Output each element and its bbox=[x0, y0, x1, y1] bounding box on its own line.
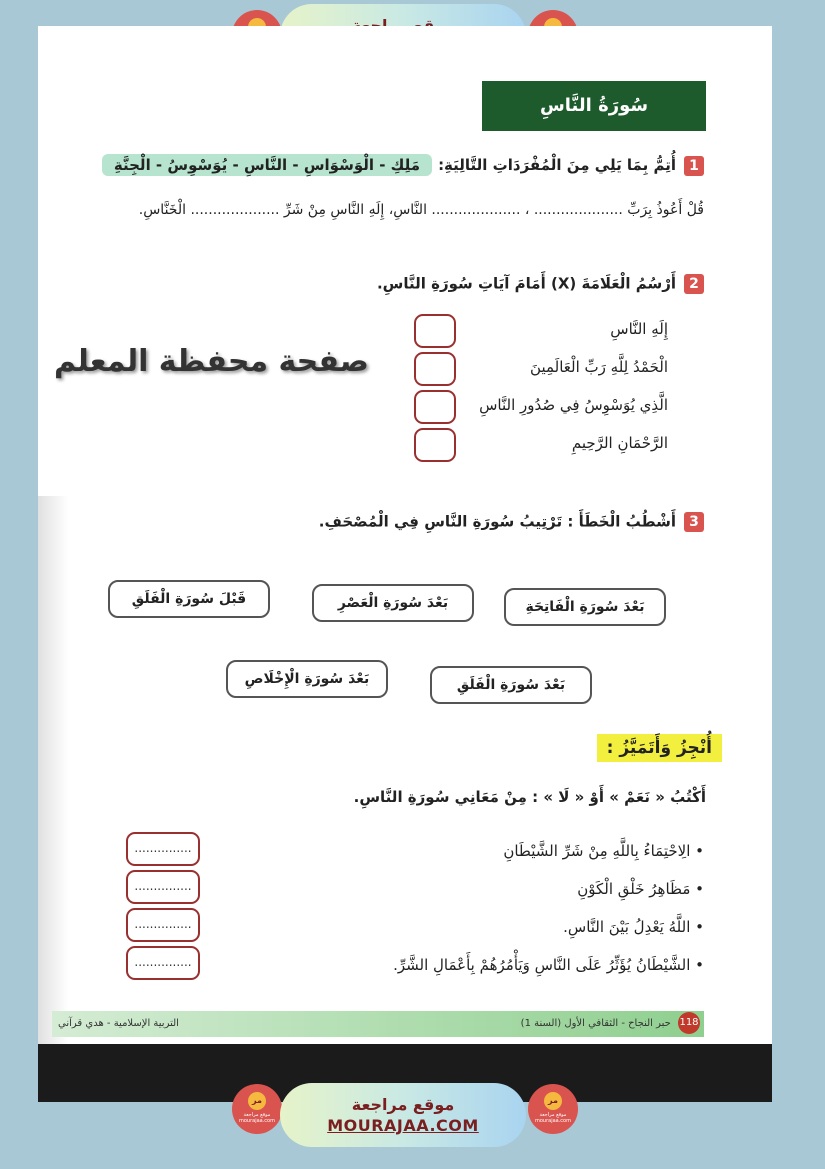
q2-verse-1: إِلَهِ النَّاسِ bbox=[610, 320, 668, 338]
bonus-title: أُنْجِزُ وَأَتَمَيَّزُ : bbox=[597, 734, 722, 762]
q2-prompt: أَرْسُمُ الْعَلَامَةَ (X) أَمَامَ آيَاتِ سُورَةِ النَّاسِ. bbox=[376, 274, 676, 293]
bonus-item-2: • مَظَاهِرُ خَلْقِ الْكَوْنِ bbox=[577, 880, 704, 898]
lesson-title: سُورَةُ النَّاسِ bbox=[482, 81, 706, 131]
bonus-answer-2[interactable]: ............... bbox=[126, 870, 200, 904]
q3-number: 3 bbox=[684, 512, 704, 532]
bonus-item-3: • اللَّهُ يَعْدِلُ بَيْنَ النَّاسِ. bbox=[563, 918, 704, 936]
q2-verse-3: الَّذِي يُوَسْوِسُ فِي صُدُورِ النَّاسِ bbox=[479, 396, 668, 414]
teacher-stamp: صفحة محفظة المعلم bbox=[54, 344, 369, 379]
q2-checkbox-4[interactable] bbox=[414, 428, 456, 462]
site-name-ar-bottom[interactable]: موقع مراجعة bbox=[351, 1095, 455, 1114]
q3-option-3[interactable]: قَبْلَ سُورَةِ الْفَلَقِ bbox=[108, 580, 270, 618]
subject-label: التربية الإسلامية - هدي قرآني bbox=[58, 1018, 179, 1029]
q1-header bbox=[64, 154, 704, 176]
bonus-item-1: • الِاحْتِمَاءُ بِاللَّهِ مِنْ شَرِّ الشَّيْطَانِ bbox=[503, 842, 704, 860]
q3-prompt: أَشْطُبُ الْخَطَأَ : تَرْتِيبُ سُورَةِ النَّاسِ فِي الْمُصْحَفِ. bbox=[318, 512, 676, 531]
q2-checkbox-2[interactable] bbox=[414, 352, 456, 386]
worksheet-page bbox=[38, 26, 772, 1102]
site-banner-bottom[interactable] bbox=[280, 1083, 526, 1147]
page-shadow bbox=[38, 496, 68, 1076]
site-logo-bottom-left: مر موقع مراجعة mourajaa.com bbox=[232, 1084, 282, 1134]
q2-checkbox-3[interactable] bbox=[414, 390, 456, 424]
bonus-prompt: أَكْتُبُ « نَعَمْ » أَوْ « لَا » : مِنْ مَعَانِي سُورَةِ النَّاسِ. bbox=[353, 788, 706, 806]
q2-checkbox-1[interactable] bbox=[414, 314, 456, 348]
q3-option-5[interactable]: بَعْدَ سُورَةِ الْإِخْلَاصِ bbox=[226, 660, 388, 698]
q3-option-1[interactable]: بَعْدَ سُورَةِ الْفَاتِحَةِ bbox=[504, 588, 666, 626]
site-logo-bottom-right: مر موقع مراجعة mourajaa.com bbox=[528, 1084, 578, 1134]
q1-prompt: أُتِمُّ بِمَا يَلِي مِنَ الْمُفْرَدَاتِ التَّالِيَةِ: bbox=[438, 156, 676, 174]
book-title: حبر النجاح - الثقافي الأول (السنة 1) bbox=[520, 1018, 671, 1029]
q3-option-2[interactable]: بَعْدَ سُورَةِ الْعَصْرِ bbox=[312, 584, 474, 622]
page-number: 118 bbox=[678, 1012, 700, 1034]
q2-verse-4: الرَّحْمَانِ الرَّحِيمِ bbox=[571, 434, 668, 452]
bonus-answer-1[interactable]: ............... bbox=[126, 832, 200, 866]
page-footer bbox=[52, 1011, 704, 1037]
bonus-answer-3[interactable]: ............... bbox=[126, 908, 200, 942]
q3-header bbox=[64, 512, 704, 532]
q1-word-bank: مَلِكِ - الْوَسْوَاسِ - النَّاسِ - يُوَسْوِسُ - الْجِنَّةِ bbox=[102, 154, 432, 176]
q1-sentence: قُلْ أَعُوذُ بِرَبِّ .................... ، .................... النَّاسِ، إِلَهِ النَّاسِ مِنْ شَرِّ .................... الْخَنَّاسِ. bbox=[138, 202, 704, 218]
q2-number: 2 bbox=[684, 274, 704, 294]
bonus-item-4: • الشَّيْطَانُ يُؤَثِّرُ عَلَى النَّاسِ وَيَأْمُرُهُمْ بِأَعْمَالِ الشَّرِّ. bbox=[393, 956, 704, 974]
site-name-en-bottom[interactable]: MOURAJAA.COM bbox=[327, 1116, 479, 1135]
q3-option-4[interactable]: بَعْدَ سُورَةِ الْفَلَقِ bbox=[430, 666, 592, 704]
q1-number: 1 bbox=[684, 156, 704, 176]
q2-header bbox=[64, 274, 704, 294]
bonus-answer-4[interactable]: ............... bbox=[126, 946, 200, 980]
q2-verse-2: الْحَمْدُ لِلَّهِ رَبِّ الْعَالَمِينَ bbox=[530, 358, 668, 376]
